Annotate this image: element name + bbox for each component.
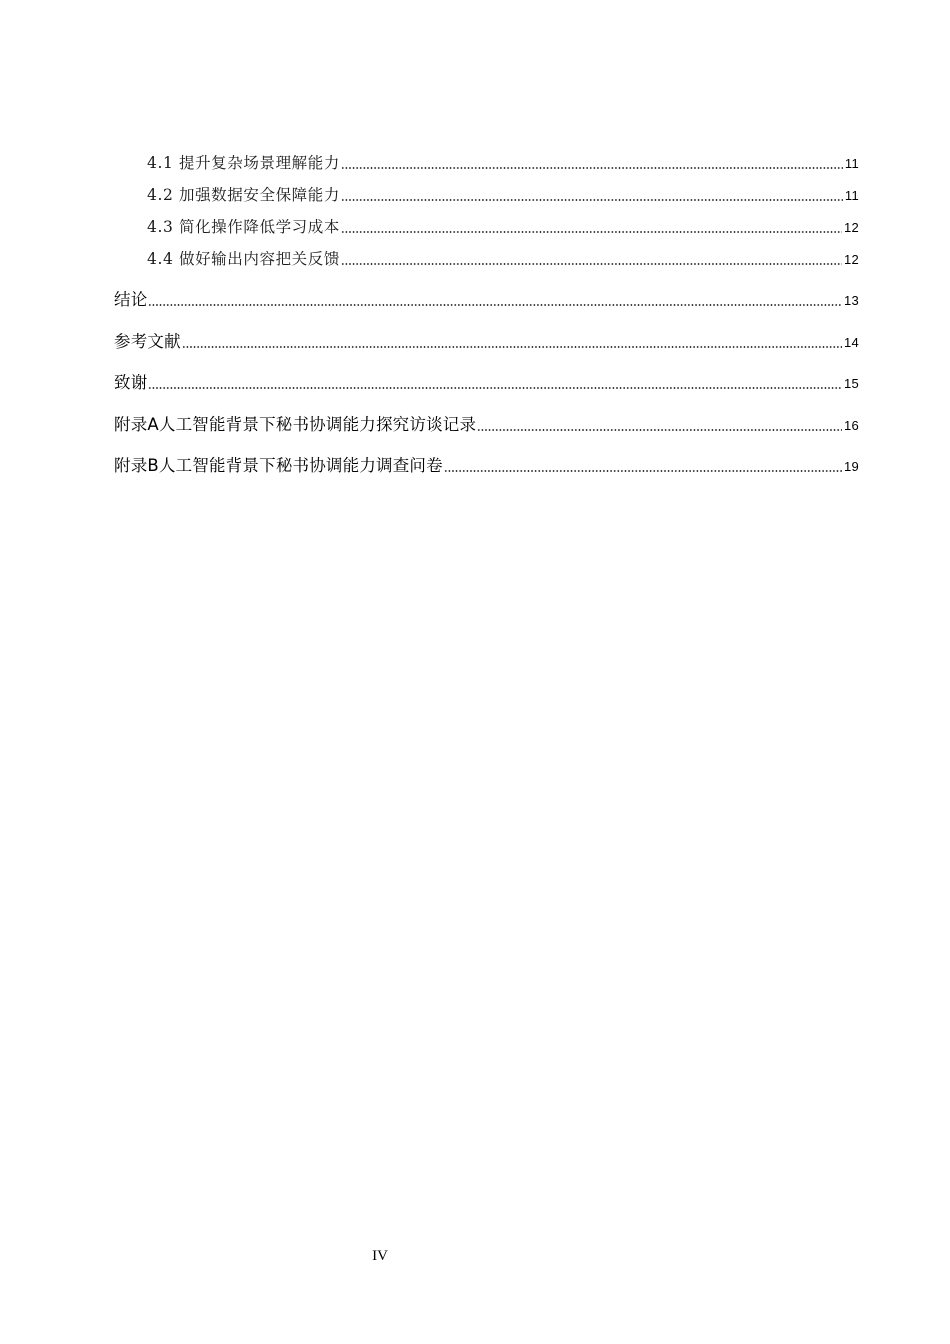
toc-entry-4-2[interactable] [147, 181, 859, 205]
toc-entry-title: 结论 [114, 290, 148, 309]
toc-entry-appendix-b[interactable] [114, 452, 859, 476]
dot-leader [148, 304, 842, 306]
toc-entry-title: 4.2 加强数据安全保障能力 [147, 186, 340, 204]
toc-entry-acknowledgements[interactable] [114, 369, 859, 393]
toc-entry-page: 12 [843, 220, 859, 235]
dot-leader [477, 429, 842, 431]
toc-entry-title: 4.4 做好输出内容把关反馈 [147, 250, 340, 268]
toc-entry-references[interactable] [114, 328, 859, 352]
dot-leader [341, 263, 842, 265]
dot-leader [444, 470, 842, 472]
toc-entry-page: 14 [843, 335, 859, 350]
toc-entry-page: 16 [843, 418, 859, 433]
toc-entry-title: 致谢 [114, 373, 148, 392]
toc-entry-page: 11 [844, 156, 859, 171]
toc-entry-page: 19 [843, 459, 859, 474]
toc-entry-page: 15 [843, 376, 859, 391]
toc-entry-page: 13 [843, 293, 859, 308]
dot-leader [182, 346, 842, 348]
dot-leader [341, 199, 843, 201]
toc-entry-4-1[interactable] [147, 149, 859, 173]
toc-entry-title: 4.1 提升复杂场景理解能力 [147, 154, 340, 172]
toc-entry-page: 12 [843, 252, 859, 267]
toc-entry-title: 参考文献 [114, 332, 181, 351]
toc-entry-4-3[interactable] [147, 213, 859, 237]
toc-entry-conclusion[interactable] [114, 286, 859, 310]
toc-entry-appendix-a[interactable] [114, 411, 859, 435]
toc-entry-page: 11 [844, 188, 859, 203]
toc-entry-4-4[interactable] [147, 245, 859, 269]
page-number: IV [372, 1248, 388, 1264]
toc-entry-title: 4.3 简化操作降低学习成本 [147, 218, 340, 236]
toc-entry-title: 附录B人工智能背景下秘书协调能力调查问卷 [114, 456, 443, 475]
dot-leader [148, 387, 842, 389]
toc-entry-title: 附录A人工智能背景下秘书协调能力探究访谈记录 [114, 415, 477, 434]
dot-leader [341, 231, 842, 233]
dot-leader [341, 167, 843, 169]
